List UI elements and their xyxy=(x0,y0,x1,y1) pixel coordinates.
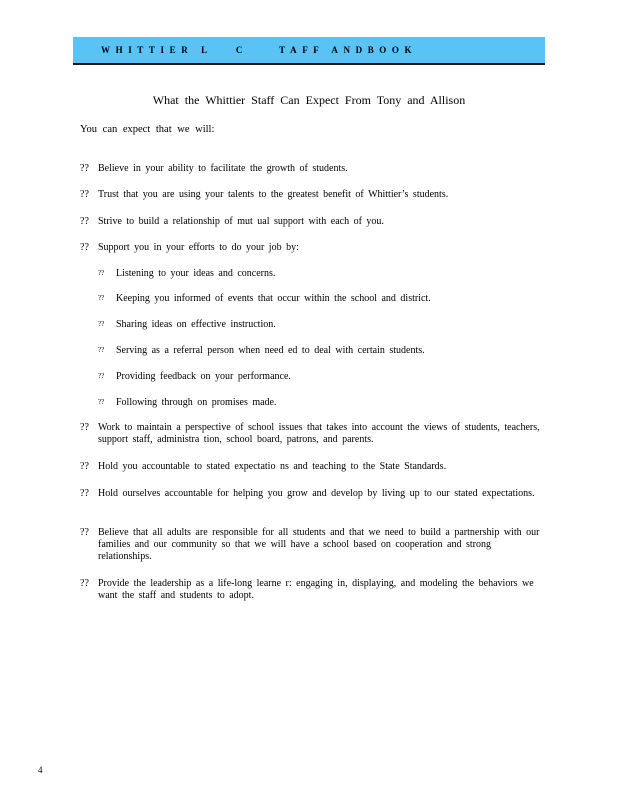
sub-list-item xyxy=(98,397,538,409)
list-item-text: Trust that you are using your talents to the greatest benefit of Whittier’s students. xyxy=(98,189,449,200)
sub-bullet-marker: ?? xyxy=(98,398,105,406)
bullet-marker: ?? xyxy=(80,163,89,174)
sub-list-item-text: Providing feedback on your performance. xyxy=(116,371,291,382)
bullet-marker: ?? xyxy=(80,527,89,538)
list-item-text: Work to maintain a perspective of school issues that takes into account the views of students, teachers, support staff, administra tion, school board, patrons, and parents. xyxy=(98,422,540,445)
sub-list-item xyxy=(98,371,538,383)
list-item-text: Strive to build a relationship of mut ual support with each of you. xyxy=(98,216,384,227)
header-divider xyxy=(73,63,545,65)
list-item xyxy=(80,488,540,500)
sub-list-item-text: Following through on promises made. xyxy=(116,397,277,408)
running-header: WHITTIER L C TAFF ANDBOOK xyxy=(101,45,418,55)
list-item-text: Hold you accountable to stated expectatio ns and teaching to the State Standards. xyxy=(98,461,447,472)
header-band xyxy=(73,37,545,63)
sub-bullet-marker: ?? xyxy=(98,346,105,354)
bullet-marker: ?? xyxy=(80,216,89,227)
sub-list-item xyxy=(98,345,538,357)
list-item xyxy=(80,216,540,228)
bullet-marker: ?? xyxy=(80,189,89,200)
sub-list-item-text: Serving as a referral person when need ed to deal with certain students. xyxy=(116,345,425,356)
bullet-marker: ?? xyxy=(80,461,89,472)
list-item xyxy=(80,578,540,602)
sub-bullet-marker: ?? xyxy=(98,294,105,302)
sub-list-item xyxy=(98,293,538,305)
bullet-marker: ?? xyxy=(80,488,89,499)
list-item xyxy=(80,422,540,446)
bullet-marker: ?? xyxy=(80,578,89,589)
sub-list-item-text: Listening to your ideas and concerns. xyxy=(116,268,276,279)
list-item-text: Provide the leadership as a life-long learne r: engaging in, displaying, and modeling the behaviors we want the staff and students to adopt. xyxy=(98,578,534,601)
list-item xyxy=(80,527,540,563)
bullet-marker: ?? xyxy=(80,242,89,253)
list-item xyxy=(80,189,540,201)
sub-list-item-text: Sharing ideas on effective instruction. xyxy=(116,319,276,330)
bullet-marker: ?? xyxy=(80,422,89,433)
sub-bullet-marker: ?? xyxy=(98,320,105,328)
sub-bullet-marker: ?? xyxy=(98,269,105,277)
list-item-text: Believe that all adults are responsible for all students and that we need to build a partnership with our families and our community so that we will have a school based on cooperation and strong relationships. xyxy=(98,527,540,562)
list-item-text: Believe in your ability to facilitate the growth of students. xyxy=(98,163,348,174)
list-item xyxy=(80,163,540,175)
sub-list-item xyxy=(98,268,538,280)
list-item-text: Support you in your efforts to do your job by: xyxy=(98,242,299,253)
list-item-text: Hold ourselves accountable for helping you grow and develop by living up to our stated expectations. xyxy=(98,488,535,499)
list-item xyxy=(80,461,540,473)
sub-bullet-marker: ?? xyxy=(98,372,105,380)
intro-text: You can expect that we will: xyxy=(80,124,215,135)
page-number: 4 xyxy=(38,765,43,775)
list-item xyxy=(80,242,540,254)
sub-list-item-text: Keeping you informed of events that occur within the school and district. xyxy=(116,293,431,304)
sub-list-item xyxy=(98,319,538,331)
page-title: What the Whittier Staff Can Expect From Tony and Allison xyxy=(152,93,466,107)
